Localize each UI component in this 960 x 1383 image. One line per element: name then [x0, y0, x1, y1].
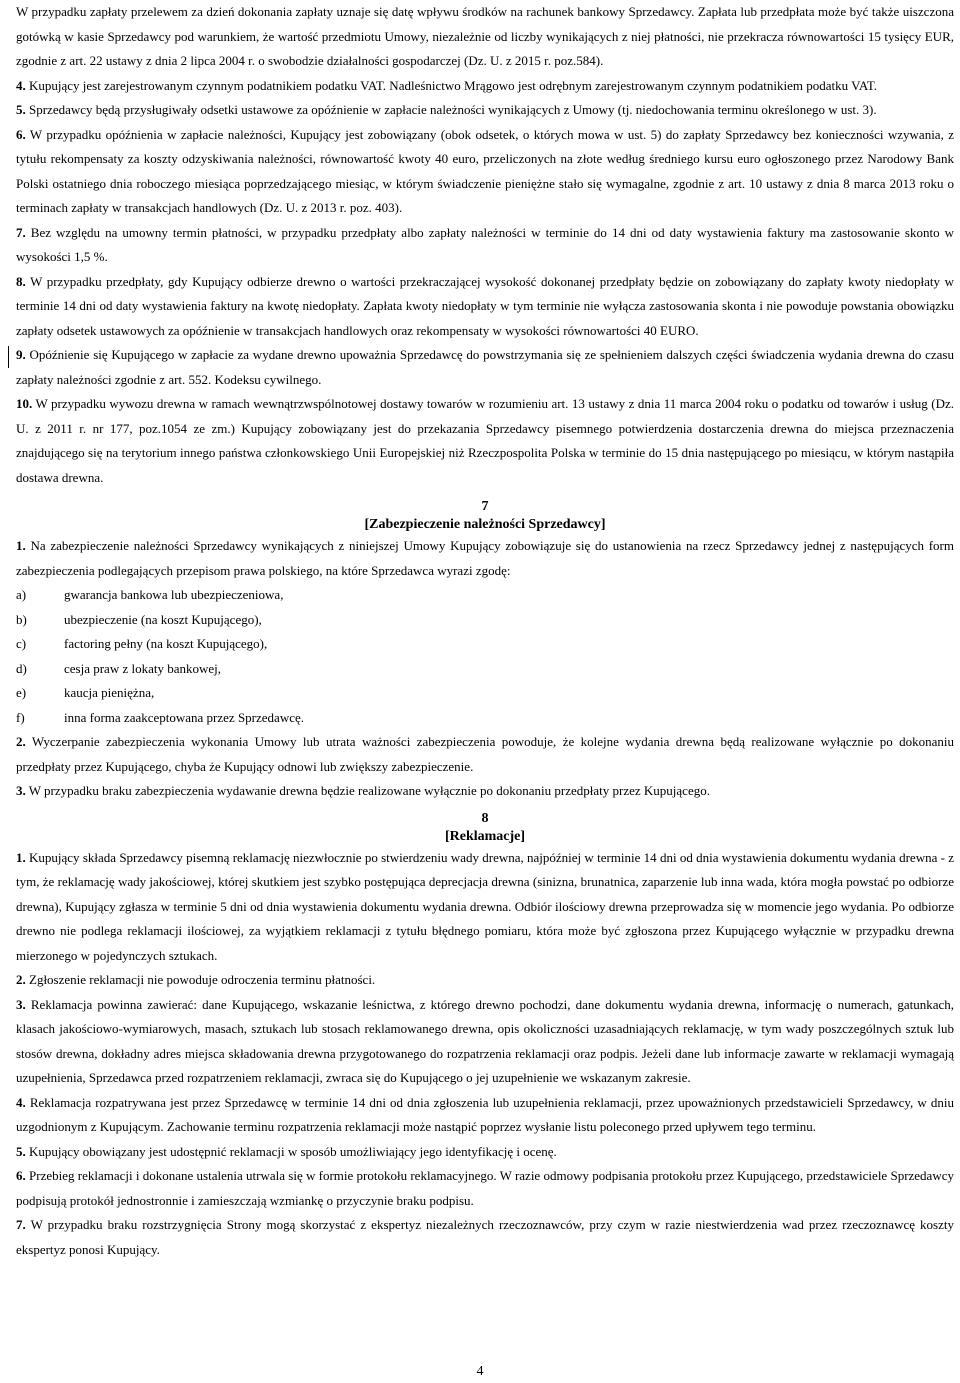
section-8-paragraph-4: 4. Reklamacja rozpatrywana jest przez Sprzedawcę w terminie 14 dni od dnia zgłoszenia lub uzupełnienia reklamacji, przez upoważnionych przedstawicieli Sprzedawcy, w dniu uzgodnionym z Kupującym. Zachowanie terminu rozpatrzenia reklamacji może nastąpić poprzez wysłanie listu poleconego przed upływem tego terminu. — [16, 1094, 954, 1134]
section-7-title: [Zabezpieczenie należności Sprzedawcy] — [364, 517, 606, 532]
section-8-number: 8 — [481, 810, 489, 826]
list-item: a) gwarancja bankowa lub ubezpieczeniowa, — [16, 587, 284, 602]
payment-paragraph: W przypadku zapłaty przelewem za dzień dokonania zapłaty uznaje się datę wpływu środków na rachunek bankowy Sprzedawcy. Zapłata lub przedpłata może być także uiszczona gotówką w kasie Sprzedawcy pod warunkiem, że wartość przedmiotu Umowy, niezależnie od liczby wynikających z niej płatności, nie przekracza równowartości 15 tysięcy EUR, zgodnie z art. 22 ustawy z dnia 2 lipca 2004 r. o swobodzie działalności gospodarczej (Dz. U. z 2015 r. poz.584). — [16, 4, 954, 68]
page-number: 4 — [476, 1364, 484, 1379]
list-item: b) ubezpieczenie (na koszt Kupującego), — [16, 611, 262, 627]
intro-block — [16, 0, 954, 490]
list-item: e) kaucja pieniężna, — [16, 685, 155, 700]
section-7-number: 7 — [481, 499, 489, 514]
paragraph-10: 10. W przypadku wywozu drewna w ramach wewnątrzwspólnotowej dostawy towarów w rozumieniu art. 13 ustawy z dnia 11 marca 2004 roku o podatku od towarów i usług (Dz. U. z 2011 r. nr 177, poz.1054 ze zm.) Kupujący zobowiązany jest do przekazania Sprzedawcy pisemnego potwierdzenia dostarczenia drewna do miejsca przeznaczenia znajdującego się na terytorium innego państwa członkowskiego Unii Europejskiej niż Rzeczpospolita Polska w terminie do 15 dnia następującego po miesiącu, w którym nastąpiła dostawa drewna. — [16, 396, 954, 485]
section-8-paragraph-6: 6. Przebieg reklamacji i dokonane ustalenia utrwala się w formie protokołu reklamacyjnego. W razie odmowy podpisania protokołu przez Kupującego, przedstawiciele Sprzedawcy podpisują protokół jednostronnie i zamieszczają wzmiankę o przyczynie braku podpisu. — [16, 1168, 954, 1208]
section-7-paragraph-3: 3. W przypadku braku zabezpieczenia wydawanie drewna będzie realizowane wyłącznie po dokonaniu przedpłaty przez Kupującego. — [16, 783, 710, 798]
section-8-paragraph-7: 7. W przypadku braku rozstrzygnięcia Strony mogą skorzystać z ekspertyz niezależnych rzeczoznawców, przy czym w razie niestwierdzenia wad przez rzeczoznawcę koszty ekspertyz ponosi Kupujący. — [16, 1217, 954, 1257]
security-forms-list — [16, 583, 954, 730]
list-item: c) factoring pełny (na koszt Kupującego), — [16, 636, 268, 651]
paragraph-9: 9. Opóźnienie się Kupującego w zapłacie za wydane drewno upoważnia Sprzedawcę do powstrzymania się ze spełnieniem dalszych części świadczenia wydania drewna do czasu zapłaty należności zgodnie z art. 552. Kodeksu cywilnego. — [16, 347, 954, 387]
section-8-paragraph-3: 3. Reklamacja powinna zawierać: dane Kupującego, wskazanie leśnictwa, z którego drewno pochodzi, dane dokumentu wydania drewna, informację o numerach, gatunkach, klasach jakościowo-wymiarowych, masach, sztukach lub stosach reklamowanego drewna, opis okoliczności uzasadniających reklamację, w tym wady poszczególnych sztuk lub stosów drewna, dokładny adres miejsca składowania drewna przygotowanego do rozpatrzenia reklamacji oraz podpis. Jeżeli dane lub informacje zawarte w reklamacji wymagają uzupełnienia, Sprzedawca przed rozpatrzeniem reklamacji, zwraca się do Kupującego o jej uzupełnienie we wskazanym zakresie. — [16, 996, 954, 1085]
list-item: d) cesja praw z lokaty bankowej, — [16, 660, 222, 676]
document-page — [16, 0, 954, 1262]
section-7-paragraph-1: 1. Na zabezpieczenie należności Sprzedawcy wynikających z niniejszej Umowy Kupujący zobowiązuje się do ustanowienia na rzecz Sprzedawcy jednej z następujących form zabezpieczenia podlegających przepisom prawa polskiego, na które Sprzedawca wyrazi zgodę: — [16, 538, 954, 578]
margin-change-bar — [8, 346, 9, 368]
paragraph-8: 8. W przypadku przedpłaty, gdy Kupujący odbierze drewno o wartości przekraczającej wysokość dokonanej przedpłaty będzie on zobowiązany do zapłaty kwoty niedopłaty w terminie 14 dni od daty wystawienia faktury na kwotę niedopłaty. Zapłata kwoty niedopłaty w tym terminie nie wyłącza zastosowania skonta i nie powoduje powstania obowiązku zapłaty odsetek ustawowych za opóźnienie w transakcjach handlowych oraz rekompensaty w wysokości równowartości 40 EURO. — [16, 273, 954, 338]
section-7-paragraph-2: 2. Wyczerpanie zabezpieczenia wykonania Umowy lub utrata ważności zabezpieczenia powoduje, że kolejne wydania drewna będą realizowane wyłącznie po dokonaniu przedpłaty przez Kupującego, chyba że Kupujący odnowi lub zwiększy zabezpieczenie. — [16, 734, 954, 774]
section-8-title: [Reklamacje] — [444, 828, 526, 844]
section-8 — [16, 810, 954, 1263]
section-8-paragraph-2: 2. Zgłoszenie reklamacji nie powoduje odroczenia terminu płatności. — [16, 972, 376, 987]
paragraph-5: 5. Sprzedawcy będą przysługiwały odsetki ustawowe za opóźnienie w zapłacie należności wynikających z Umowy (tj. niedochowania terminu określonego w ust. 3). — [16, 102, 877, 117]
list-item: f) inna forma zaakceptowana przez Sprzedawcę. — [16, 709, 304, 725]
section-8-paragraph-1: 1. Kupujący składa Sprzedawcy pisemną reklamację niezwłocznie po stwierdzeniu wady drewna, najpóźniej w terminie 14 dni od dnia wystawienia dokumentu wydania drewna - z tym, że reklamację wady jakościowej, której skutkiem jest szybko postępująca deprecjacja drewna (sinizna, brunatnica, zaparzenie lub inna wada, która mogła powstać po odbiorze drewna), Kupujący zgłasza w terminie 5 dni od dnia wystawienia dokumentu wydania drewna. Odbiór ilościowy drewna przeprowadza się w momencie jego wydania. Po odbiorze drewno nie podlega reklamacji ilościowej, za wyjątkiem reklamacji z tytułu błędnego pomiaru, która może być zgłoszona przez Kupującego wyłącznie w przypadku drewna mierzonego w pojedynczych sztukach. — [16, 849, 954, 963]
section-7 — [16, 498, 954, 804]
section-8-paragraph-5: 5. Kupujący obowiązany jest udostępnić reklamacji w sposób umożliwiający jego identyfikację i ocenę. — [16, 1143, 557, 1159]
paragraph-6: 6. W przypadku opóźnienia w zapłacie należności, Kupujący jest zobowiązany (obok odsetek, o których mowa w ust. 5) do zapłaty Sprzedawcy bez konieczności wzywania, z tytułu rekompensaty za koszty odzyskiwania należności, równowartość kwoty 40 euro, przeliczonych na złote według średniego kursu euro ogłoszonego przez Narodowy Bank Polski ostatniego dnia roboczego miesiąca poprzedzającego miesiąc, w którym świadczenie pieniężne stało się wymagalne, zgodnie z art. 10 ustawy z dnia 8 marca 2013 roku o terminach zapłaty w transakcjach handlowych (Dz. U. z 2013 r. poz. 403). — [16, 126, 954, 215]
paragraph-7: 7. Bez względu na umowny termin płatności, w przypadku przedpłaty albo zapłaty należności w terminie do 14 dni od daty wystawienia faktury ma zastosowanie skonto w wysokości 1,5 %. — [16, 224, 954, 264]
paragraph-4: 4. Kupujący jest zarejestrowanym czynnym podatnikiem podatku VAT. Nadleśnictwo Mrągowo jest odrębnym zarejestrowanym czynnym podatnikiem podatku VAT. — [16, 77, 878, 93]
